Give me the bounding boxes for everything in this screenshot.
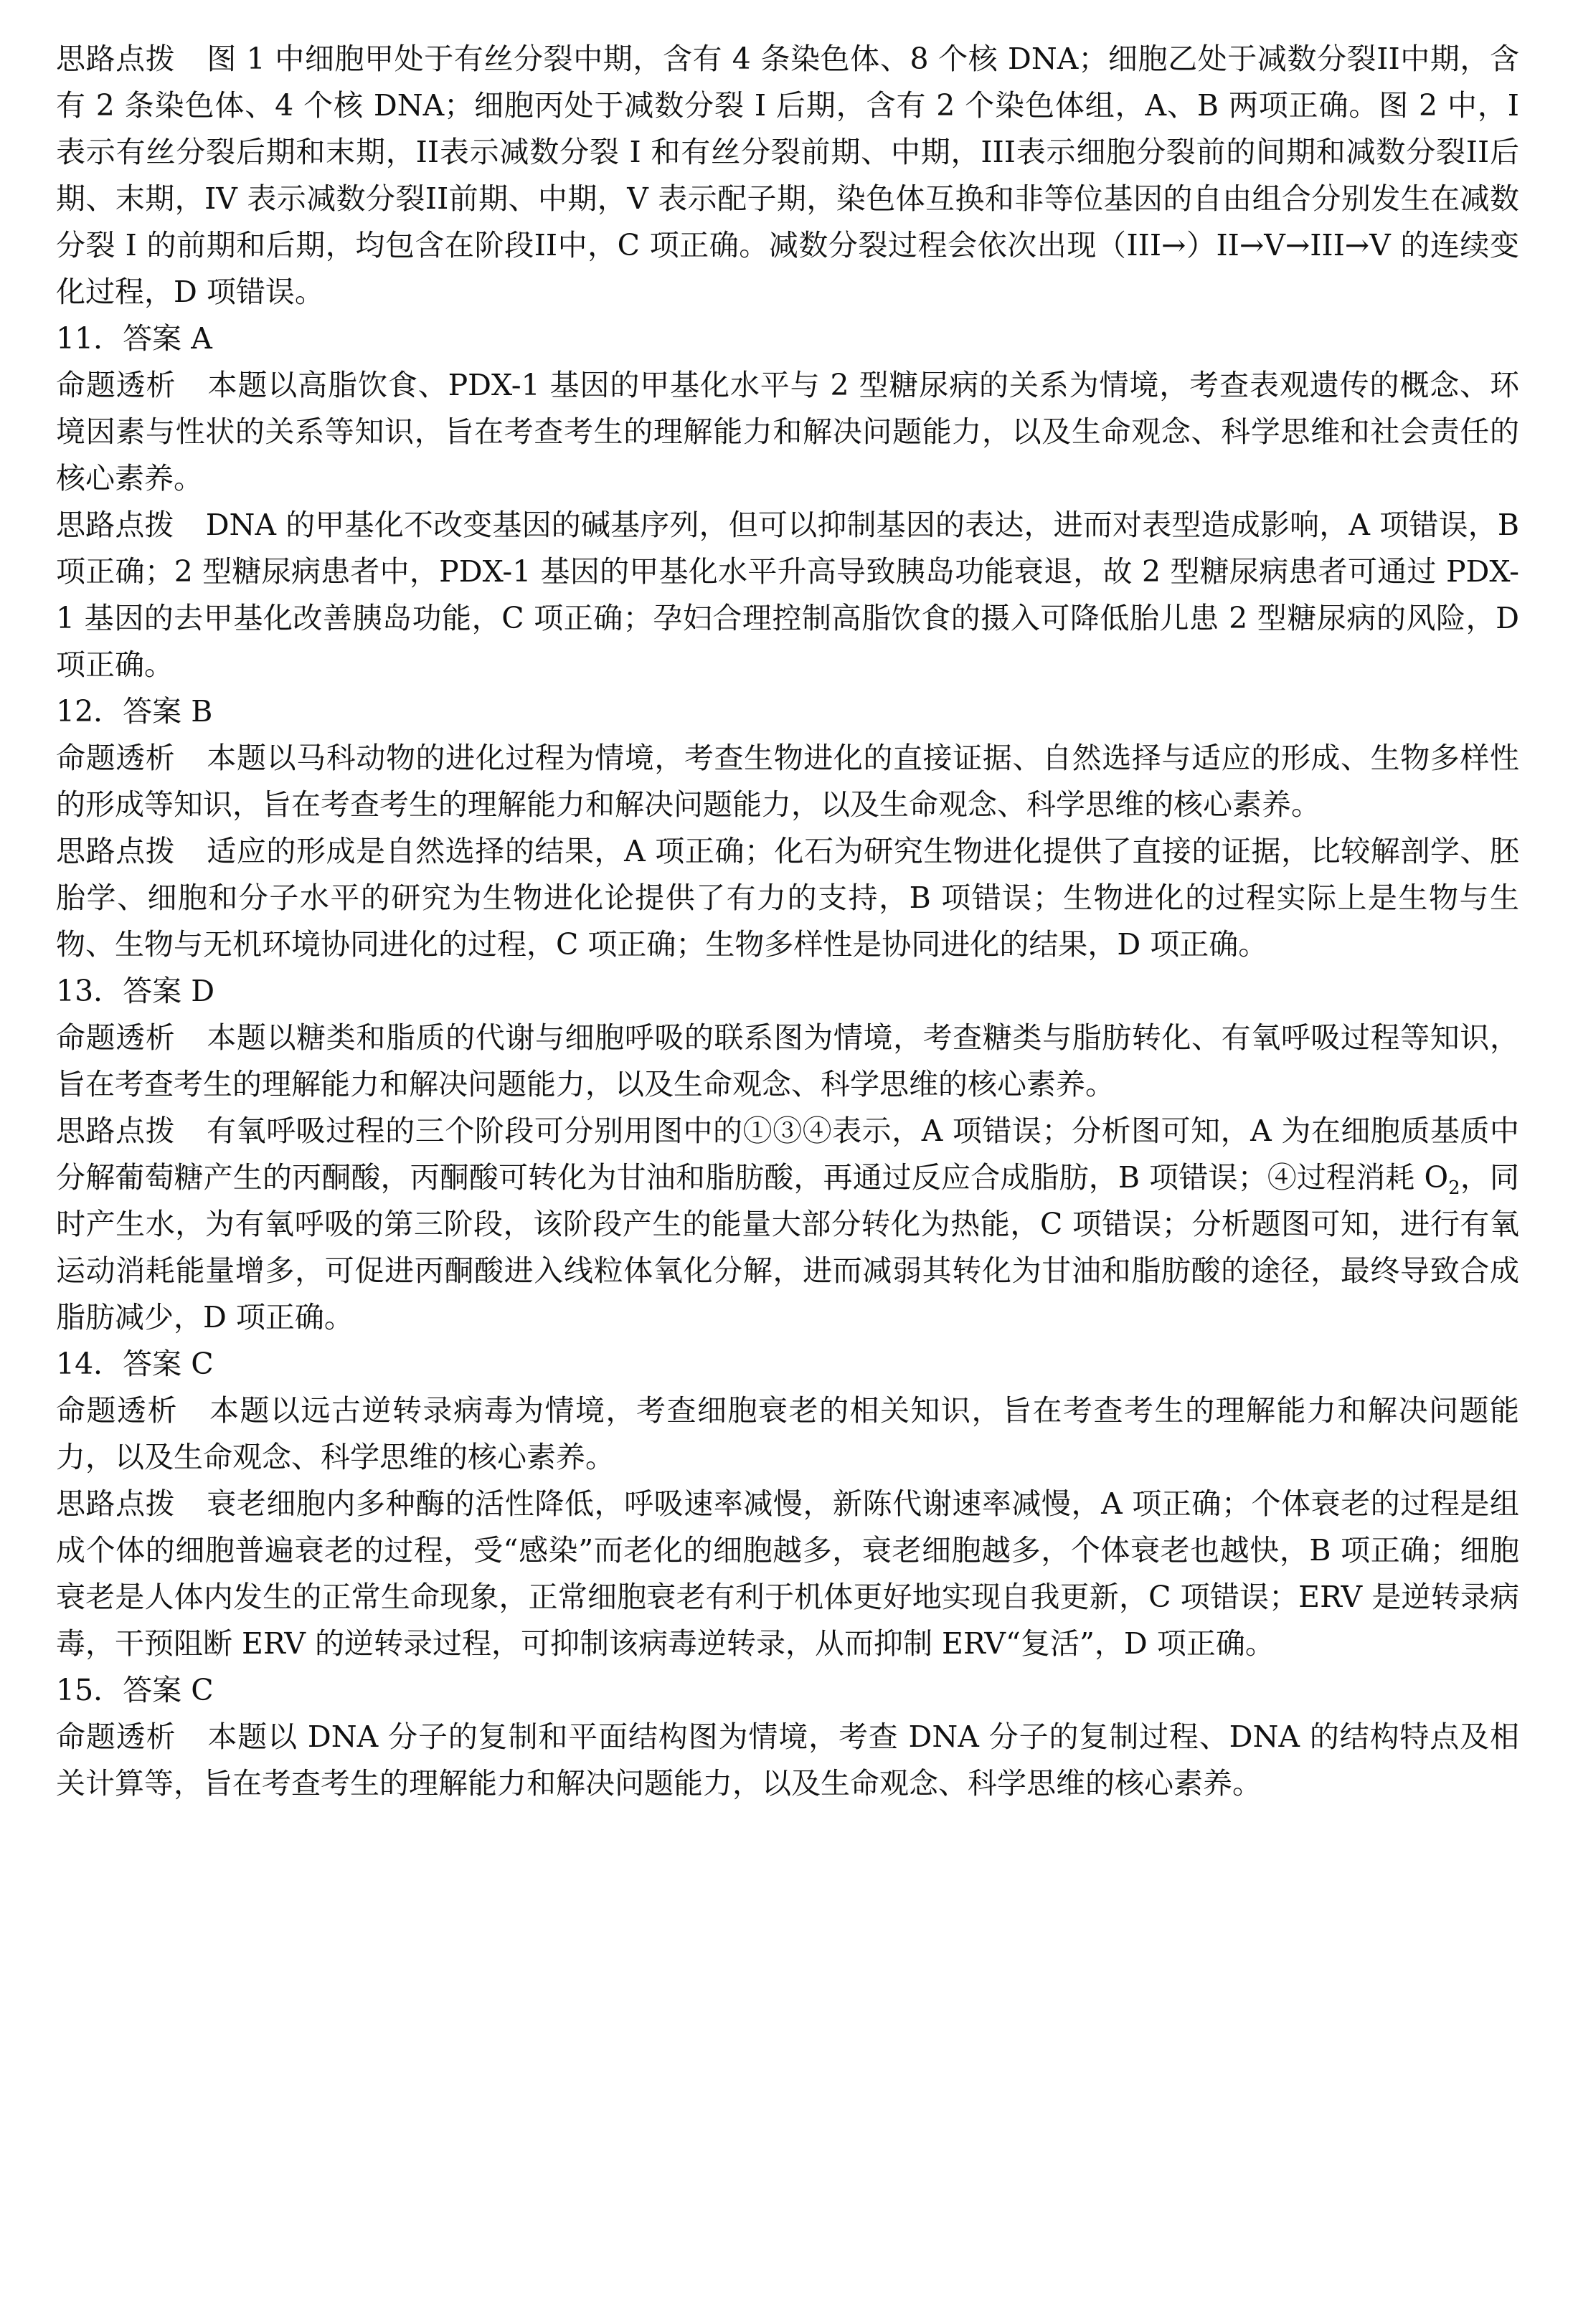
- intent-text: 本题以远古逆转录病毒为情境，考查细胞衰老的相关知识，旨在考查考生的理解能力和解决问题能力，以及生命观念、科学思维的核心素养。: [56, 1393, 1519, 1474]
- answer-line: 11．答案 A: [56, 321, 212, 356]
- hint-text: 适应的形成是自然选择的结果，A 项正确；化石为研究生物进化提供了直接的证据，比较解剖学、胚胎学、细胞和分子水平的研究为生物进化论提供了有力的支持，B 项错误；生物进化的过程实际上是生物与生物、生物与无机环境协同进化的过程，C 项正确；生物多样性是协同进化的结果，D 项正确。: [56, 834, 1520, 962]
- answer-line: 15．答案 C: [56, 1673, 214, 1707]
- intent-label: 命题透析: [56, 368, 176, 402]
- intent-label: 命题透析: [56, 1020, 176, 1055]
- question-11: [56, 316, 1519, 688]
- hint-label: 思路点拨: [56, 1114, 176, 1148]
- question-15: [56, 1667, 1519, 1807]
- intent-paragraph: [56, 1714, 1519, 1807]
- hint-paragraph: [56, 1481, 1519, 1667]
- hint-text-part-1: 有氧呼吸过程的三个阶段可分别用图中的①③④表示，A 项错误；分析图可知，A 为在细胞质基质中分解葡萄糖产生的丙酮酸，丙酮酸可转化为甘油和脂肪酸，再通过反应合成脂肪，B 项错误；④过程消耗 O: [56, 1114, 1520, 1195]
- intent-text: 本题以 DNA 分子的复制和平面结构图为情境，考查 DNA 分子的复制过程、DNA 的结构特点及相关计算等，旨在考查考生的理解能力和解决问题能力，以及生命观念、科学思维的核心素养。: [56, 1720, 1519, 1801]
- hint-text: 图 1 中细胞甲处于有丝分裂中期，含有 4 条染色体、8 个核 DNA；细胞乙处于减数分裂II中期，含有 2 条染色体、4 个核 DNA；细胞丙处于减数分裂 I 后期，含有 2 个染色体组，A、B 两项正确。图 2 中，I 表示有丝分裂后期和末期，II表示减数分裂 I 和有丝分裂前期、中期，III表示细胞分裂前的间期和减数分裂II后期、末期，IV 表示减数分裂II前期、中期，V 表示配子期，染色体互换和非等位基因的自由组合分别发生在减数分裂 I 的前期和后期，均包含在阶段II中，C 项正确。减数分裂过程会依次出现（III→）II→V→III→V 的连续变化过程，D 项错误。: [56, 42, 1520, 309]
- hint-paragraph: [56, 828, 1519, 968]
- intent-text: 本题以马科动物的进化过程为情境，考查生物进化的直接证据、自然选择与适应的形成、生物多样性的形成等知识，旨在考查考生的理解能力和解决问题能力，以及生命观念、科学思维的核心素养。: [56, 741, 1520, 822]
- question-12: [56, 688, 1519, 968]
- question-14: [56, 1341, 1519, 1667]
- intent-text: 本题以糖类和脂质的代谢与细胞呼吸的联系图为情境，考查糖类与脂肪转化、有氧呼吸过程等知识，旨在考查考生的理解能力和解决问题能力，以及生命观念、科学思维的核心素养。: [56, 1020, 1520, 1101]
- answer-line: 13．答案 D: [56, 974, 215, 1008]
- hint-label: 思路点拨: [56, 1486, 176, 1521]
- answer-line: 12．答案 B: [56, 694, 213, 729]
- hint-text: 衰老细胞内多种酶的活性降低，呼吸速率减慢，新陈代谢速率减慢，A 项正确；个体衰老的过程是组成个体的细胞普遍衰老的过程，受“感染”而老化的细胞越多，衰老细胞越多，个体衰老也越快，B 项正确；细胞衰老是人体内发生的正常生命现象，正常细胞衰老有利于机体更好地实现自我更新，C 项错误；ERV 是逆转录病毒，干预阻断 ERV 的逆转录过程，可抑制该病毒逆转录，从而抑制 ERV“复活”，D 项正确。: [56, 1486, 1520, 1661]
- hint-paragraph: [56, 1108, 1519, 1341]
- hint-text: DNA 的甲基化不改变基因的碱基序列，但可以抑制基因的表达，进而对表型造成影响，A 项错误，B 项正确；2 型糖尿病患者中，PDX-1 基因的甲基化水平升高导致胰岛功能衰退，故 2 型糖尿病患者可通过 PDX-1 基因的去甲基化改善胰岛功能，C 项正确；孕妇合理控制高脂饮食的摄入可降低胎儿患 2 型糖尿病的风险，D 项正确。: [56, 508, 1520, 682]
- intent-paragraph: [56, 362, 1519, 502]
- answer-key-page: [56, 36, 1519, 1807]
- intent-label: 命题透析: [56, 1393, 178, 1428]
- intent-text: 本题以高脂饮食、PDX-1 基因的甲基化水平与 2 型糖尿病的关系为情境，考查表观遗传的概念、环境因素与性状的关系等知识，旨在考查考生的理解能力和解决问题能力，以及生命观念、科学思维和社会责任的核心素养。: [56, 368, 1519, 495]
- hint-text-part-2: ，同时产生水，为有氧呼吸的第三阶段，该阶段产生的能量大部分转化为热能，C 项错误；分析题图可知，进行有氧运动消耗能量增多，可促进丙酮酸进入线粒体氧化分解，进而减弱其转化为甘油和脂肪酸的途径，最终导致合成脂肪减少，D 项正确。: [56, 1160, 1519, 1334]
- answer-line: 14．答案 C: [56, 1347, 214, 1381]
- subscript-2: 2: [1448, 1177, 1460, 1200]
- intent-label: 命题透析: [56, 741, 176, 775]
- intent-paragraph: [56, 735, 1519, 828]
- hint-label: 思路点拨: [56, 834, 176, 868]
- hint-label: 思路点拨: [56, 508, 174, 542]
- q10-hint-paragraph: [56, 36, 1519, 316]
- hint-paragraph: [56, 502, 1519, 688]
- intent-label: 命题透析: [56, 1720, 176, 1754]
- hint-label: 思路点拨: [56, 42, 176, 76]
- intent-paragraph: [56, 1388, 1519, 1481]
- intent-paragraph: [56, 1015, 1519, 1108]
- question-13: [56, 968, 1519, 1341]
